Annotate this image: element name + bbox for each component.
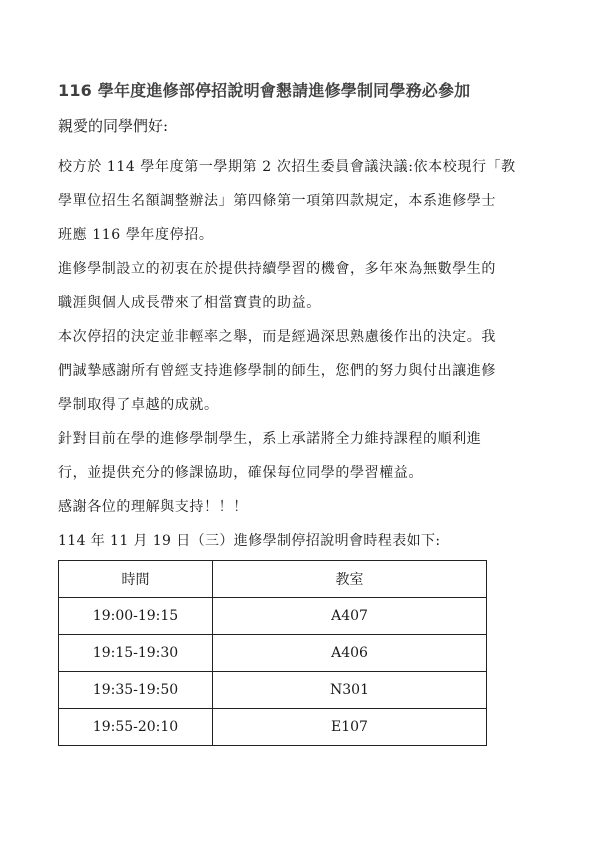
paragraph-line: 學制取得了卓越的成就。 (58, 397, 219, 413)
paragraph-purpose (58, 252, 548, 320)
paragraph-line: 們誠摯感謝所有曾經支持進修學制的師生，您們的努力與付出讓進修 (58, 363, 496, 379)
paragraph-line: 班應 116 學年度停招。 (58, 227, 214, 243)
table-row (59, 672, 487, 709)
schedule-intro: 114 年 11 月 19 日（三）進修學制停招說明會時程表如下: (58, 533, 441, 549)
document-title: 116 學年度進修部停招說明會懇請進修學制同學務必參加 (58, 81, 471, 100)
paragraph-line: 學單位招生名額調整辦法」第四條第一項第四款規定，本系進修學士 (58, 193, 496, 209)
paragraph-line: 校方於 114 學年度第一學期第 2 次招生委員會議決議:依本校現行「教 (58, 159, 516, 175)
paragraph-line: 進修學制設立的初衷在於提供持續學習的機會，多年來為無數學生的 (58, 261, 496, 277)
paragraph-line: 職涯與個人成長帶來了相當寶貴的助益。 (58, 295, 321, 311)
time-cell: 19:55-20:10 (59, 709, 213, 746)
paragraph-commitment (58, 422, 548, 490)
room-cell: A407 (213, 598, 487, 635)
time-cell: 19:35-19:50 (59, 672, 213, 709)
room-cell: N301 (213, 672, 487, 709)
paragraph-decision (58, 150, 548, 252)
schedule-table (58, 560, 487, 746)
table-header-row (59, 561, 487, 598)
column-header-time: 時間 (59, 561, 213, 598)
paragraph-line: 針對目前在學的進修學制學生，系上承諾將全力維持課程的順利進 (58, 431, 482, 447)
table-row (59, 598, 487, 635)
paragraph-line: 本次停招的決定並非輕率之舉，而是經過深思熟慮後作出的決定。我 (58, 329, 496, 345)
table-row (59, 635, 487, 672)
table-row (59, 709, 487, 746)
room-cell: A406 (213, 635, 487, 672)
paragraph-gratitude (58, 320, 548, 422)
paragraph-line: 行，並提供充分的修課協助，確保每位同學的學習權益。 (58, 465, 423, 481)
paragraph-line: 感謝各位的理解與支持！！！ (58, 499, 248, 515)
time-cell: 19:00-19:15 (59, 598, 213, 635)
room-cell: E107 (213, 709, 487, 746)
paragraph-thanks (58, 490, 548, 524)
document-page (58, 78, 548, 746)
time-cell: 19:15-19:30 (59, 635, 213, 672)
column-header-room: 教室 (213, 561, 487, 598)
greeting: 親愛的同學們好: (58, 117, 169, 135)
